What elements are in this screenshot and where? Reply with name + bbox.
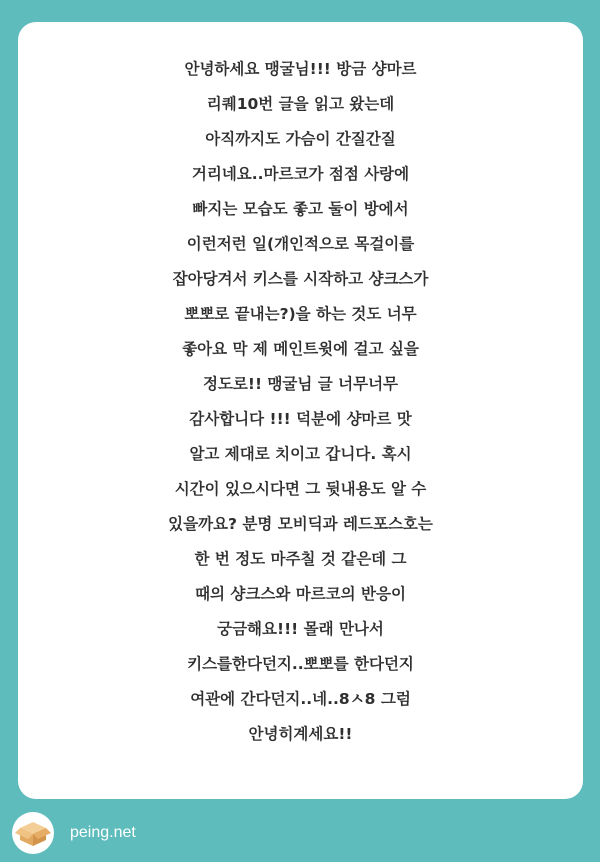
footer	[0, 812, 600, 856]
question-line: 거리네요..마르코가 점점 사랑에	[191, 165, 410, 183]
question-line: 때의 샹크스와 마르코의 반응이	[195, 585, 406, 603]
question-line: 리퀘10번 글을 읽고 왔는데	[206, 95, 395, 113]
peing-logo[interactable]	[12, 812, 54, 854]
question-line: 잡아당겨서 키스를 시작하고 샹크스가	[172, 270, 429, 288]
question-line: 이런저런 일(개인적으로 목걸이를	[186, 235, 415, 253]
question-line: 시간이 있으시다면 그 뒷내용도 알 수	[174, 480, 427, 498]
question-line: 감사합니다 !!! 덕분에 샹마르 맛	[189, 410, 412, 428]
question-line: 안녕하세요 맹굴님!!! 방금 샹마르	[184, 60, 417, 78]
question-line: 빠지는 모습도 좋고 둘이 방에서	[192, 200, 409, 218]
box-icon	[12, 812, 54, 854]
question-line: 좋아요 막 제 메인트윗에 걸고 싶을	[182, 340, 419, 358]
question-line: 궁금해요!!! 몰래 만나서	[217, 620, 384, 638]
question-line: 키스를한다던지..뽀뽀를 한다던지	[187, 655, 414, 673]
question-card	[18, 22, 583, 799]
question-line: 뽀뽀로 끝내는?)을 하는 것도 너무	[184, 305, 417, 323]
question-line: 알고 제대로 치이고 갑니다. 혹시	[189, 445, 412, 463]
question-line: 여관에 간다던지..네..8ㅅ8 그럼	[190, 690, 411, 708]
brand-text[interactable]: peing.net	[70, 824, 136, 841]
question-line: 한 번 정도 마주칠 것 같은데 그	[194, 550, 407, 568]
question-line: 안녕히계세요!!	[248, 725, 353, 743]
question-text	[18, 52, 583, 752]
question-line: 있을까요? 분명 모비딕과 레드포스호는	[168, 515, 433, 533]
question-line: 정도로!! 맹굴님 글 너무너무	[202, 375, 399, 393]
question-line: 아직까지도 가슴이 간질간질	[205, 130, 396, 148]
